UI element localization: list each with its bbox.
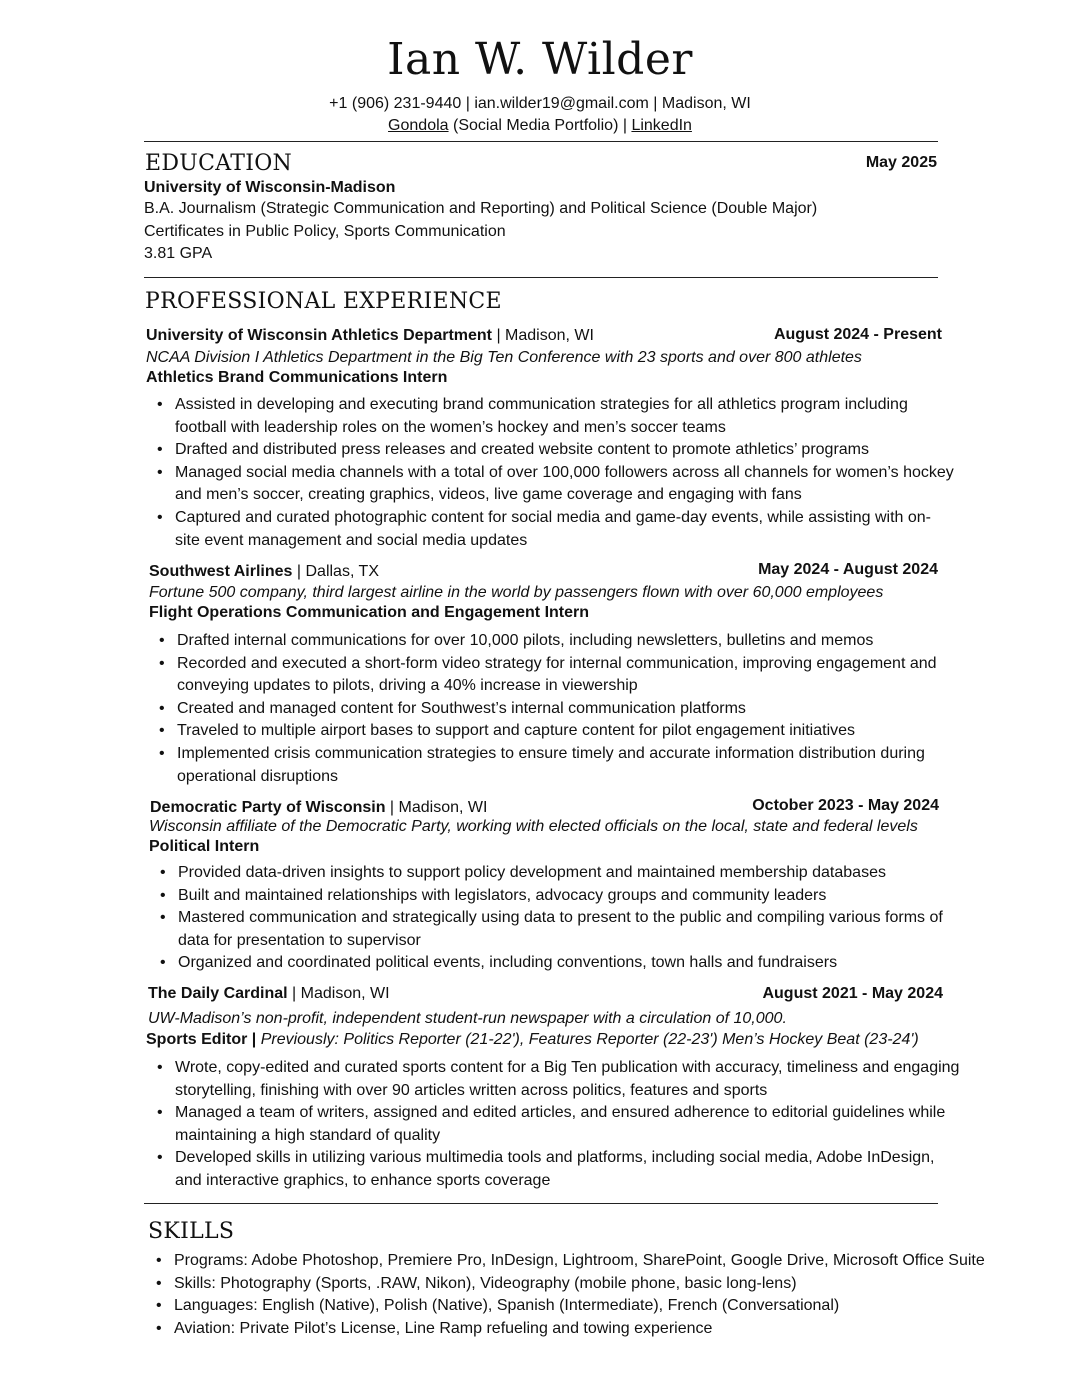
education-heading: EDUCATION	[145, 151, 293, 176]
job-location: | Madison, WI	[287, 985, 390, 1002]
gpa: 3.81 GPA	[144, 245, 213, 262]
job-bullets	[148, 862, 958, 975]
experience-heading: PROFESSIONAL EXPERIENCE	[145, 289, 502, 314]
list-item: • Managed a team of writers, assigned and edited articles, and ensured adherence to editorial guidelines while maintaining a high standard of quality	[175, 1102, 965, 1147]
job-role: Political Intern	[149, 838, 260, 855]
job-date: August 2024 - Present	[773, 326, 942, 343]
job-location: | Dallas, TX	[292, 563, 379, 580]
list-item: • Captured and curated photographic content for social media and game-day events, while assisting with on-site event management and social media updates	[175, 507, 955, 552]
list-item: • Mastered communication and strategically using data to present to the public and compiling various forms of data for presentation to supervisor	[178, 907, 958, 952]
gondola-link[interactable]: Gondola	[388, 117, 449, 134]
job-description: UW-Madison’s non-profit, independent student-run newspaper with a circulation of 10,000.	[148, 1010, 787, 1027]
job-org-name: Democratic Party of Wisconsin	[150, 799, 386, 816]
list-item: • Assisted in developing and executing brand communication strategies for all athletics program including football with leadership roles on the women’s hockey and men’s soccer teams	[175, 394, 955, 439]
contact-line: +1 (906) 231-9440 | ian.wilder19@gmail.com | Madison, WI	[329, 95, 751, 112]
list-item: • Provided data-driven insights to support policy development and maintained membership databases	[178, 862, 958, 885]
list-item: • Wrote, copy-edited and curated sports content for a Big Ten publication with accuracy, timeliness and engaging storytelling, finishing with over 90 articles written across politics, features and sports	[175, 1057, 965, 1102]
links-separator: (Social Media Portfolio) |	[448, 117, 632, 134]
list-item: • Skills: Photography (Sports, .RAW, Nikon), Videography (mobile phone, basic long-lens)	[174, 1273, 1074, 1296]
job-role: Sports Editor |	[146, 1031, 261, 1048]
job-role: Flight Operations Communication and Engagement Intern	[149, 604, 590, 621]
job-org	[150, 799, 487, 817]
school-name: University of Wisconsin-Madison	[144, 179, 396, 196]
linkedin-link[interactable]: LinkedIn	[631, 117, 692, 134]
job-org-name: The Daily Cardinal	[148, 985, 288, 1002]
previous-roles: Previously: Politics Reporter (21-22'), Features Reporter (22-23') Men’s Hockey Beat (23-24')	[260, 1031, 919, 1048]
job-description: Wisconsin affiliate of the Democratic Party, working with elected officials on the local, state and federal levels	[149, 818, 918, 835]
job-org	[146, 327, 594, 345]
education-date: May 2025	[865, 154, 937, 171]
job-org	[148, 985, 390, 1003]
experience-divider	[144, 1203, 938, 1204]
list-item: • Programs: Adobe Photoshop, Premiere Pro, InDesign, Lightroom, SharePoint, Google Drive, Microsoft Office Suite	[174, 1250, 1074, 1273]
links-line	[0, 115, 1080, 137]
job-location: | Madison, WI	[492, 327, 594, 344]
job-location: | Madison, WI	[385, 799, 488, 816]
list-item: • Organized and coordinated political events, including conventions, town halls and fundraisers	[178, 952, 958, 975]
job-description: Fortune 500 company, third largest airline in the world by passengers flown with over 60,000 employees	[149, 584, 884, 601]
job-org	[149, 563, 379, 581]
job-date: May 2024 - August 2024	[758, 561, 938, 578]
list-item: • Languages: English (Native), Polish (Native), Spanish (Intermediate), French (Conversational)	[174, 1295, 1074, 1318]
list-item: • Developed skills in utilizing various multimedia tools and platforms, including social media, Adobe InDesign, and interactive graphics, to enhance sports coverage	[175, 1147, 965, 1192]
job-role-line	[146, 1031, 919, 1049]
list-item: • Aviation: Private Pilot’s License, Line Ramp refueling and towing experience	[174, 1318, 1074, 1341]
education-divider	[144, 277, 938, 278]
list-item: • Managed social media channels with a total of over 100,000 followers across all channels for women’s hockey and men’s soccer, creating graphics, videos, live game coverage and engaging with fans	[175, 462, 955, 507]
candidate-name: Ian W. Wilder	[387, 34, 693, 85]
list-item: • Drafted internal communications for over 10,000 pilots, including newsletters, bulletins and memos	[177, 630, 957, 653]
job-bullets	[147, 630, 957, 788]
job-bullets	[145, 394, 955, 552]
job-org-name: Southwest Airlines	[149, 563, 293, 580]
list-item: • Implemented crisis communication strategies to ensure timely and accurate information distribution during operational disruptions	[177, 743, 957, 788]
degree: B.A. Journalism (Strategic Communication and Reporting) and Political Science (Double Major)	[144, 200, 818, 217]
job-org-name: University of Wisconsin Athletics Department	[146, 327, 492, 344]
job-role: Athletics Brand Communications Intern	[146, 369, 448, 386]
list-item: • Drafted and distributed press releases and created website content to promote athletics’ programs	[175, 439, 955, 462]
list-item: • Created and managed content for Southwest’s internal communication platforms	[177, 698, 957, 721]
job-date: August 2021 - May 2024	[762, 985, 943, 1002]
job-date: October 2023 - May 2024	[752, 797, 939, 814]
job-description: NCAA Division I Athletics Department in the Big Ten Conference with 23 sports and over 800 athletes	[146, 349, 862, 366]
skills-list	[144, 1250, 1074, 1340]
contact-block	[0, 93, 1080, 137]
job-bullets	[145, 1057, 965, 1193]
certificates: Certificates in Public Policy, Sports Communication	[144, 223, 506, 240]
list-item: • Built and maintained relationships with legislators, advocacy groups and community leaders	[178, 885, 958, 908]
list-item: • Recorded and executed a short-form video strategy for internal communication, improving engagement and conveying updates to pilots, driving a 40% increase in viewership	[177, 653, 957, 698]
header-divider	[144, 141, 938, 142]
list-item: • Traveled to multiple airport bases to support and capture content for pilot engagement initiatives	[177, 720, 957, 743]
skills-heading: SKILLS	[148, 1219, 235, 1244]
